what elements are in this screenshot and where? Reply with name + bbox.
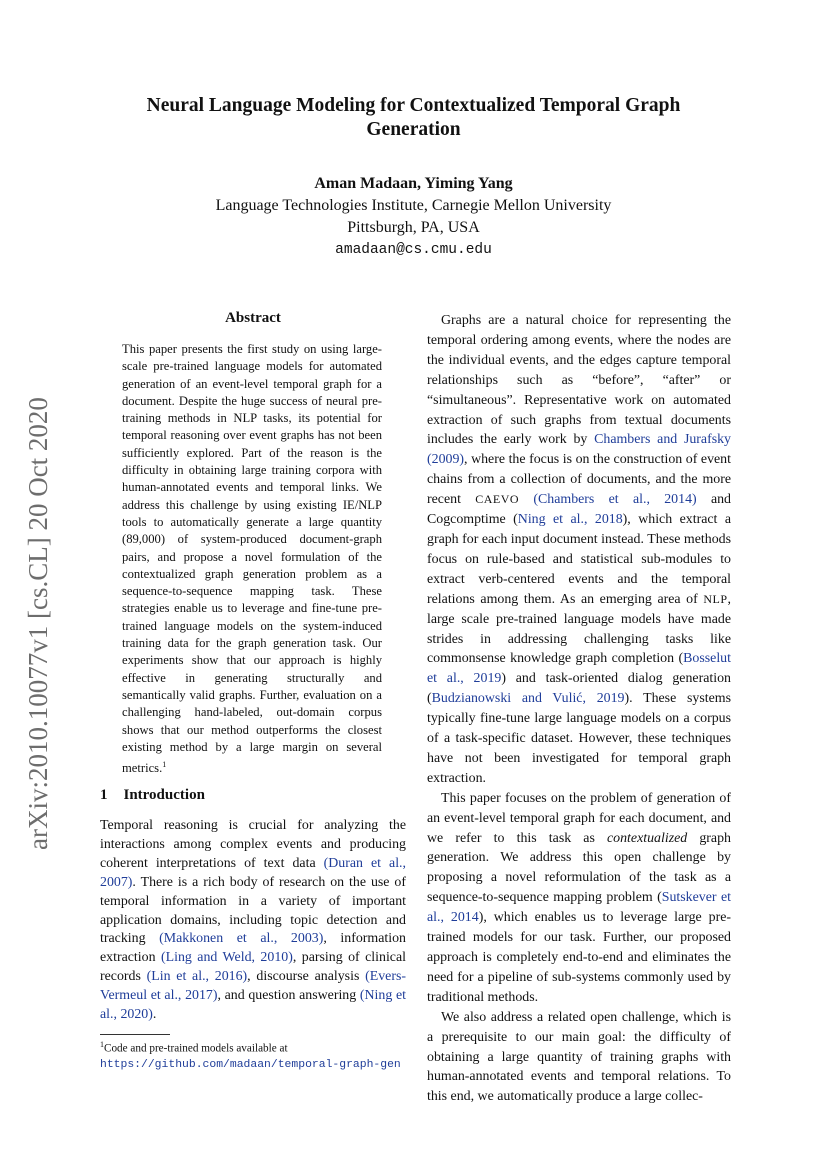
citation-link[interactable]: (Ning et al., 2020) [100, 988, 406, 1023]
citation-link[interactable]: Ning et al., 2018 [517, 512, 623, 528]
arxiv-stamp-text: arXiv:2010.10077v1 [cs.CL] 20 Oct 2020 [23, 397, 53, 850]
text-run: , and question answering [217, 988, 360, 1004]
footnote [100, 1037, 410, 1073]
footnote-number: 1 [100, 1040, 104, 1049]
citation-link[interactable]: (Ling and Weld, 2010) [160, 950, 293, 966]
author-email: amadaan@cs.cmu.edu [335, 242, 492, 258]
text-run: ). These systems typically fine-tune large language models on a corpus of a task-specific dataset. However, these techniques have not been investigated for temporal graph extraction. [427, 691, 732, 786]
text-run: Temporal reasoning is crucial for analyzing the interactions among complex events and producing coherent interpretations of text data [100, 818, 406, 871]
acronym: NLP [703, 591, 728, 606]
citation-link[interactable]: Sutskever et al., 2014 [427, 890, 732, 926]
footnote-marker: 1 [162, 760, 167, 770]
footnote-text: Code and pre-trained models available at [104, 1042, 288, 1055]
text-run: graph generation. We address this open challenge by proposing a novel reformulation of the task as a sequence-to-sequence mapping problem ( [427, 830, 731, 906]
text-run: and Cogcomptime ( [427, 492, 731, 528]
abstract-body: This paper presents the first study on using large-scale pre-trained language models for automated generation of an event-level temporal graph for a document. Despite the huge success of neural pre-training methods in NLP tasks, its potential for temporal reasoning over event graphs has not been sufficiently explored. Part of the reason is the difficulty in obtaining large training corpora with human-annotated events and temporal links. We address this challenge by using existing IE/NLP tools to automatically generate a large quantity (89,000) of system-produced document-graph pairs, and propose a novel formulation of the contextualized graph generation problem as a sequence-to-sequence mapping task. These strategies enable us to leverage and fine-tune pre-trained language models on the system-induced training data for the graph generation task. Our experiments show that our approach is highly effective in generating structurally and semantically valid graphs. Further, evaluation on a challenging hand-labeled, out-domain corpus shows that our method outperforms the closest existing method by a large margin on several metrics. [122, 342, 382, 776]
text-run: , parsing of clinical records [100, 950, 406, 985]
footnote-divider [100, 1034, 170, 1035]
citation-link[interactable]: (Evers-Vermeul et al., 2017) [100, 969, 406, 1004]
text-run: ), which extract a graph for each input document instead. These methods focus on rule-based and statistical sub-modules to extract verb-centered events and the temporal relations among them. As an emerging area of [427, 512, 731, 607]
citation-link[interactable]: Budzianowski and Vulić, 2019 [431, 691, 625, 707]
citation-link[interactable]: Chambers and Jurafsky (2009) [427, 432, 732, 468]
intro-paragraph [100, 817, 406, 1025]
arxiv-stamp [18, 320, 58, 880]
text-run: , discourse analysis [247, 969, 366, 985]
abstract-text [122, 341, 382, 778]
paragraph [427, 311, 731, 789]
abstract-heading: Abstract [225, 310, 281, 326]
text-run: Graphs are a natural choice for representing the temporal ordering among events, where the nodes are the individual events, and the edges capture temporal relationships such as “before”, “after” or “simultaneous”. Representative work on automated extraction of such graphs from textual documents includes the early work by [427, 313, 731, 448]
text-run: , large scale pre-trained language models have made strides in addressing challenging tasks like commonsense knowledge graph completion ( [427, 591, 731, 667]
paragraph: We also address a related open challenge, which is a prerequisite to our main goal: the difficulty of obtaining a large quantity of training graphs with human-annotated events and temporal relations. To this end, we automatically produce a large collec- [427, 1009, 731, 1105]
citation-link[interactable]: (Duran et al., 2007) [100, 855, 406, 890]
emphasis: contextualized [607, 830, 688, 846]
right-column [427, 311, 731, 1107]
text-run: ) and task-oriented dialog generation ( [427, 671, 731, 707]
citation-link[interactable]: (Chambers et al., 2014) [533, 492, 697, 508]
author-block [100, 173, 727, 261]
author-names: Aman Madaan, Yiming Yang [314, 175, 513, 192]
location: Pittsburgh, PA, USA [347, 219, 480, 236]
system-name: CAEVO [475, 492, 520, 507]
affiliation: Language Technologies Institute, Carnegie Mellon University [215, 197, 612, 214]
section-number: 1 [100, 787, 108, 803]
text-run: . There is a rich body of research on the use of temporal information in a variety of important application domains, including topic detection and tracking [100, 874, 406, 947]
text-run: , where the focus is on the construction of event chains from a collection of documents, and the more recent [427, 452, 731, 508]
text-run: , information extraction [100, 931, 406, 966]
citation-link[interactable]: (Makkonen et al., 2003) [159, 931, 324, 947]
citation-link[interactable]: (Lin et al., 2016) [146, 969, 248, 985]
section-title: Introduction [123, 787, 205, 803]
paper-title: Neural Language Modeling for Contextualized Temporal Graph Generation [146, 95, 681, 140]
text-run: . [152, 1007, 157, 1023]
text-run: This paper focuses on the problem of generation of an event-level temporal graph for each document, and we refer to this task as [427, 790, 731, 846]
citation-link[interactable]: Bosselut et al., 2019 [427, 651, 731, 687]
text-run: ), which enables us to leverage large pre-trained models for our task. Further, our proposed approach is completely end-to-end and eliminates the need for a pipeline of sub-systems commonly used by traditional methods. [427, 910, 731, 1005]
section-heading [100, 787, 205, 804]
paragraph [427, 789, 731, 1008]
code-url-link[interactable]: https://github.com/madaan/temporal-graph-gen [100, 1058, 401, 1071]
